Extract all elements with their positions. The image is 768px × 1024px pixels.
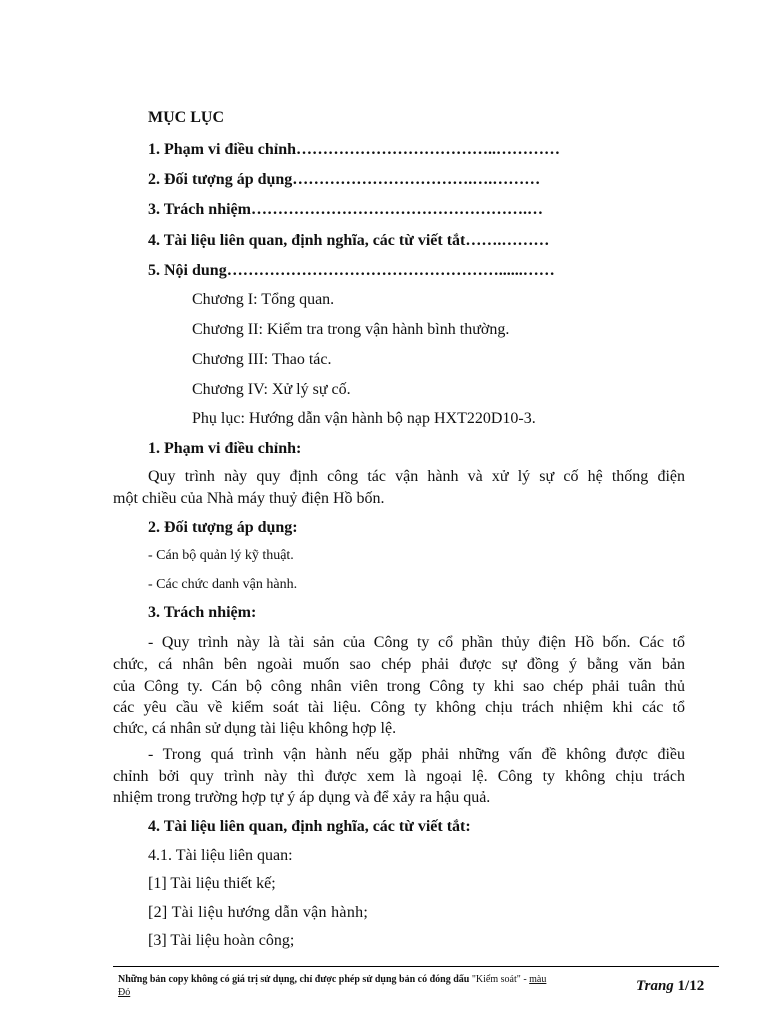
toc-subentry-1: Chương I: Tổng quan. (192, 291, 335, 308)
section3-heading: 3. Trách nhiệm: (148, 604, 257, 621)
toc-title: MỤC LỤC (148, 109, 224, 126)
page-count: 1/12 (677, 978, 705, 994)
toc-entry-5: 5. Nội dung……………………………………………......…… (148, 262, 555, 279)
footer-divider (113, 966, 719, 967)
section4-heading: 4. Tài liệu liên quan, định nghĩa, các từ viết tắt: (148, 818, 471, 835)
section2-heading: 2. Đối tượng áp dụng: (148, 519, 298, 536)
footer-note-color-2: Đỏ (118, 987, 131, 998)
section1-line1: Quy trình này quy định công tác vận hành và xử lý sự cố hệ thống điện (148, 468, 685, 485)
toc-subentry-4: Chương IV: Xử lý sự cố. (192, 381, 351, 398)
toc-entry-1: 1. Phạm vi điều chỉnh………………………………..………… (148, 141, 561, 158)
section4-ref-3: [3] Tài liệu hoàn công; (148, 932, 295, 949)
page-label: Trang (636, 978, 674, 994)
section4-ref-1: [1] Tài liệu thiết kế; (148, 875, 276, 892)
section1-heading: 1. Phạm vi điều chỉnh: (148, 440, 302, 457)
section3-para2-line1: - Trong quá trình vận hành nếu gặp phải những vấn đề không được điều (148, 746, 685, 763)
footer-note-text: Những bản copy không có giá trị sử dụng, chỉ được phép sử dụng bản có đóng dấu (118, 974, 470, 985)
toc-entry-2: 2. Đối tượng áp dụng…………………………….….……… (148, 171, 541, 188)
section3-para2-line2: chỉnh bởi quy trình này thì được xem là ngoại lệ. Công ty không chịu trách (113, 768, 685, 785)
toc-subentry-5: Phụ lục: Hướng dẫn vận hành bộ nạp HXT220D10-3. (192, 410, 536, 427)
toc-entry-3: 3. Trách nhiệm…………………………………………….… (148, 201, 543, 218)
section3-para1-line3: của Công ty. Cán bộ công nhân viên trong Công ty khi sao chép phải tuân thủ (113, 678, 685, 695)
toc-subentry-3: Chương III: Thao tác. (192, 351, 332, 368)
section4-ref-2: [2] Tài liệu hướng dẫn vận hành; (148, 904, 369, 921)
footer-note-color-1: màu (529, 974, 547, 985)
section2-item-2: - Các chức danh vận hành. (148, 577, 298, 592)
section3-para1-line1: - Quy trình này là tài sản của Công ty cổ phần thủy điện Hồ bốn. Các tổ (148, 634, 685, 651)
footer-note-quote: "Kiểm soát" - (471, 974, 530, 985)
page-number (636, 976, 704, 996)
section3-para1-line2: chức, cá nhân bên ngoài muốn sao chép phải được sự đồng ý bằng văn bản (113, 656, 685, 673)
section2-item-1: - Cán bộ quản lý kỹ thuật. (148, 548, 294, 563)
toc-subentry-2: Chương II: Kiểm tra trong vận hành bình thường. (192, 321, 510, 338)
section4-sub: 4.1. Tài liệu liên quan: (148, 847, 293, 864)
section3-para1-line4: các yêu cầu về kiểm soát tài liệu. Công ty không chịu trách nhiệm khi các tổ (113, 699, 685, 716)
section3-para2-line3: nhiệm trong trường hợp tự ý áp dụng và để xảy ra hậu quả. (113, 789, 491, 806)
section1-line2: một chiều của Nhà máy thuỷ điện Hồ bốn. (113, 490, 385, 507)
toc-entry-4: 4. Tài liệu liên quan, định nghĩa, các từ viết tắt…….……… (148, 232, 550, 249)
section3-para1-line5: chức, cá nhân sử dụng tài liệu không hợp lệ. (113, 720, 397, 737)
footer-note (118, 973, 618, 999)
